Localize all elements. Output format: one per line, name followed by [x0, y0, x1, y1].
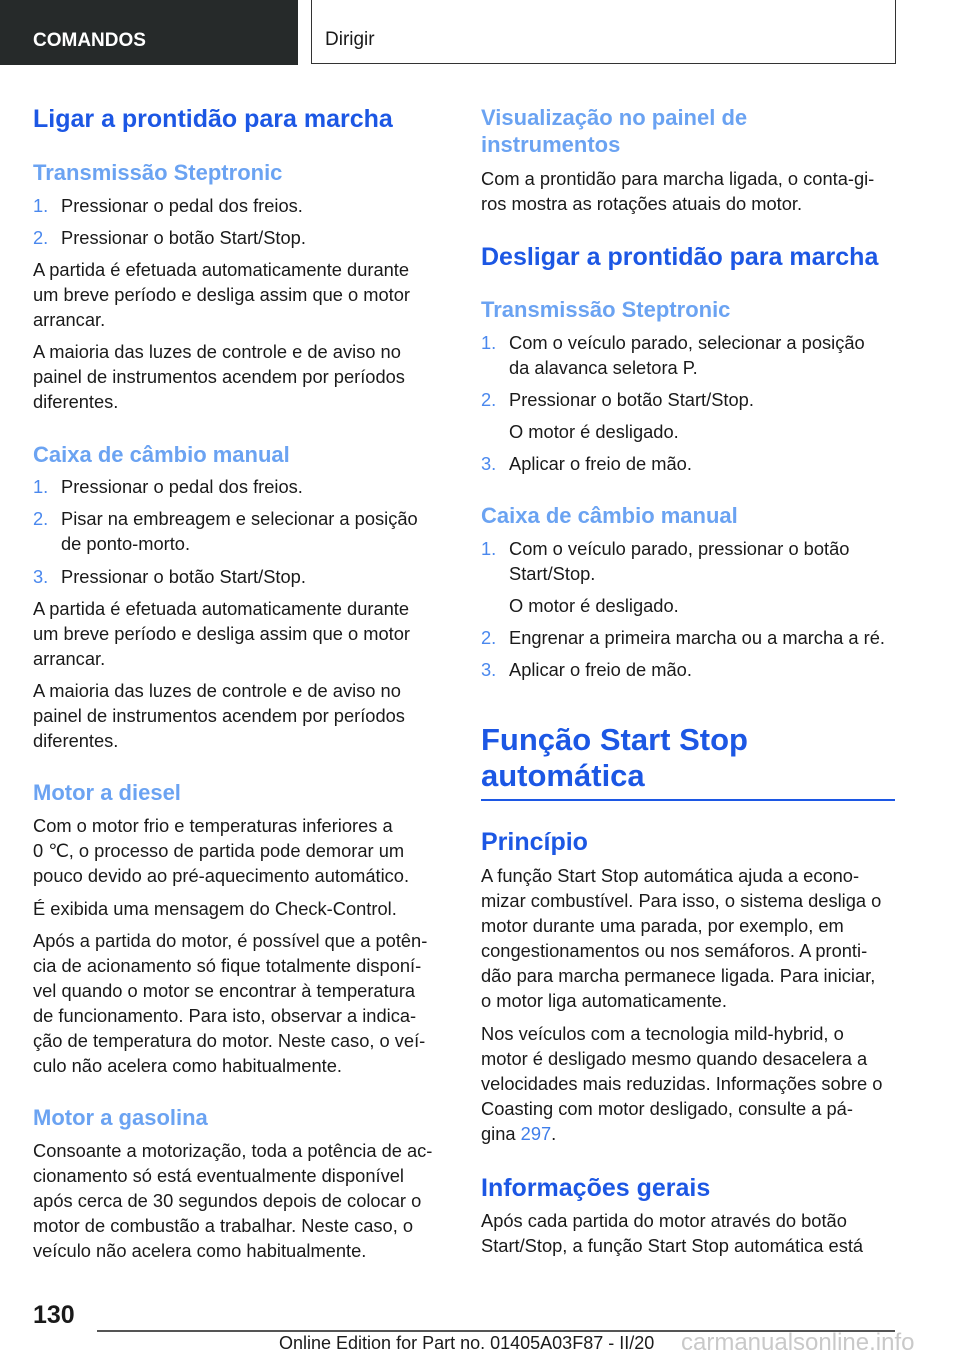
- heading-principle: Princípio: [481, 828, 588, 856]
- list-number: 3.: [481, 453, 497, 474]
- heading-manual: Caixa de câmbio manual: [33, 442, 290, 467]
- heading-steptronic: Transmissão Steptronic: [33, 160, 283, 185]
- edition-text: Online Edition for Part no. 01405A03F87 - II/20: [279, 1333, 655, 1353]
- paragraph: A função Start Stop automática ajuda a econo- mizar combustível. Para isso, o sistema desliga o motor durante uma parada, por exemplo, em congestionamentos ou nos semáforos. A pronti- dão para marcha permanece ligada. Para iniciar, o motor liga automaticamente.: [481, 865, 882, 1011]
- list-item: Pressionar o botão Start/Stop.: [61, 566, 306, 587]
- list-item: Pressionar o pedal dos freios.: [61, 476, 303, 497]
- chapter-title-auto-start-stop: Função Start Stop automática: [481, 722, 748, 793]
- list-number: 2.: [33, 508, 49, 529]
- list-number: 1.: [481, 538, 497, 559]
- section-tab: [0, 0, 298, 65]
- list-item: Pressionar o botão Start/Stop.: [61, 227, 306, 248]
- list-item: Pisar na embreagem e selecionar a posição de ponto-morto.: [61, 508, 418, 554]
- list-item: Aplicar o freio de mão.: [509, 453, 692, 474]
- list-number: 2.: [481, 627, 497, 648]
- list-number: 3.: [481, 659, 497, 680]
- paragraph: Com o motor frio e temperaturas inferiores a 0 ℃, o processo de partida pode demorar um pouco devido ao pré-aquecimento automático.: [33, 815, 410, 886]
- paragraph: Consoante a motorização, toda a potência de ac- cionamento só está eventualmente disponível após cerca de 30 segundos depois de colocar o motor de combustão a trabalhar. Neste caso, o veículo não acelera como habitualmente.: [33, 1140, 433, 1261]
- paragraph: A maioria das luzes de controle e de aviso no painel de instrumentos acendem por períodos diferentes.: [33, 341, 405, 412]
- heading-start-readiness: Ligar a prontidão para marcha: [33, 105, 393, 133]
- paragraph: A partida é efetuada automaticamente durante um breve período e desliga assim que o motor arrancar.: [33, 259, 410, 330]
- title-underline: [481, 799, 895, 801]
- list-number: 1.: [481, 332, 497, 353]
- list-note: O motor é desligado.: [509, 421, 679, 442]
- paragraph: É exibida uma mensagem do Check-Control.: [33, 898, 397, 919]
- list-number: 1.: [33, 476, 49, 497]
- list-number: 2.: [481, 389, 497, 410]
- heading-instrument-display: Visualização no painel de instrumentos: [481, 105, 748, 157]
- list-item: Com o veículo parado, pressionar o botão Start/Stop.: [509, 538, 850, 584]
- list-number: 2.: [33, 227, 49, 248]
- list-note: O motor é desligado.: [509, 595, 679, 616]
- paragraph: Após cada partida do motor através do botão Start/Stop, a função Start Stop automática está: [481, 1210, 864, 1256]
- paragraph: A partida é efetuada automaticamente durante um breve período e desliga assim que o motor arrancar.: [33, 598, 410, 669]
- page-link[interactable]: 297: [520, 1123, 552, 1144]
- list-number: 3.: [33, 566, 49, 587]
- heading-stop-readiness: Desligar a prontidão para marcha: [481, 243, 879, 271]
- list-item: Pressionar o botão Start/Stop.: [509, 389, 754, 410]
- paragraph: Nos veículos com a tecnologia mild-hybrid, o motor é desligado mesmo quando desacelera a velocidades mais reduzidas. Informações sobre o Coasting com motor desligado, consulte a pá- gina 297.: [481, 1023, 883, 1144]
- list-item: Com o veículo parado, selecionar a posição da alavanca seletora P.: [509, 332, 865, 378]
- paragraph: Após a partida do motor, é possível que a potên- cia de acionamento só fique totalmente disponí- vel quando o motor se encontrar à temperatura de funcionamento. Para isto, observar a indica- ção de temperatura do motor. Neste caso, o veí- culo não acelera como habitualmente.: [33, 930, 428, 1076]
- heading-steptronic: Transmissão Steptronic: [481, 297, 731, 322]
- chapter-tab: [311, 0, 896, 64]
- paragraph: A maioria das luzes de controle e de aviso no painel de instrumentos acendem por períodos diferentes.: [33, 680, 405, 751]
- list-number: 1.: [33, 195, 49, 216]
- paragraph: Com a prontidão para marcha ligada, o conta-gi- ros mostra as rotações atuais do motor.: [481, 168, 875, 214]
- section-label: COMANDOS: [33, 30, 146, 51]
- heading-gasoline: Motor a gasolina: [33, 1105, 208, 1130]
- heading-manual: Caixa de câmbio manual: [481, 503, 738, 528]
- heading-general-info: Informações gerais: [481, 1174, 711, 1202]
- list-item: Pressionar o pedal dos freios.: [61, 195, 303, 216]
- list-item: Engrenar a primeira marcha ou a marcha a ré.: [509, 627, 885, 648]
- heading-diesel: Motor a diesel: [33, 780, 181, 805]
- chapter-label: Dirigir: [325, 29, 375, 50]
- list-item: Aplicar o freio de mão.: [509, 659, 692, 680]
- watermark: carmanualsonline.info: [681, 1329, 915, 1356]
- page-number: 130: [33, 1301, 75, 1329]
